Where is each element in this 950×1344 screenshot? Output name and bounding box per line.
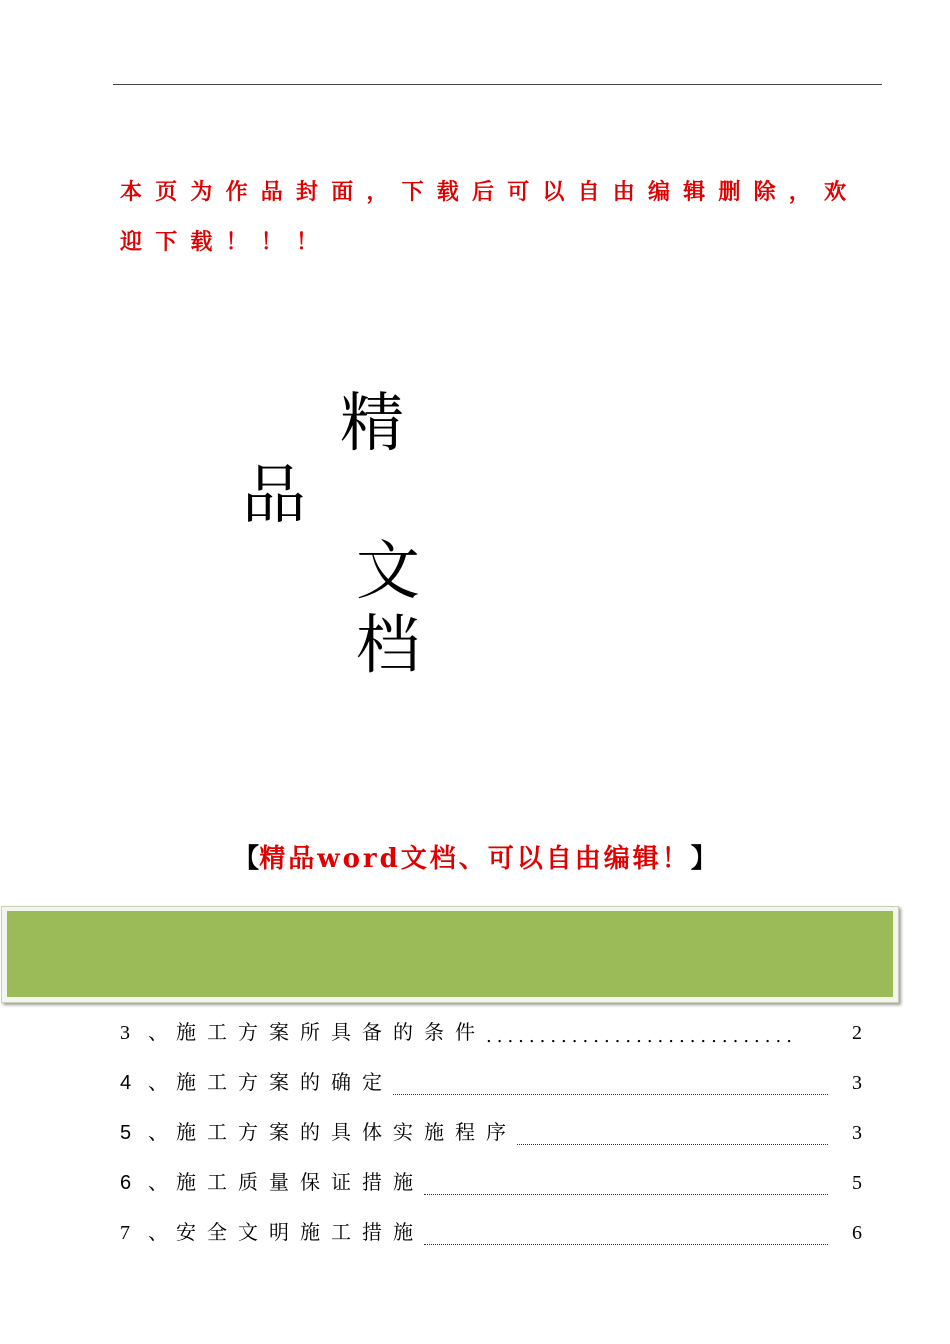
- green-banner: [1, 906, 899, 1003]
- toc-number: 4: [120, 1072, 132, 1094]
- toc-title: 施工方案的具体实施程序: [176, 1120, 517, 1144]
- toc-separator: 、: [148, 1170, 168, 1194]
- toc-separator: 、: [148, 1070, 168, 1094]
- toc-number: 7: [120, 1222, 130, 1244]
- toc-page-number: 6: [852, 1222, 862, 1244]
- toc-separator: 、: [148, 1220, 168, 1244]
- toc-leader-dots: .............................: [486, 1026, 797, 1047]
- toc-separator: 、: [148, 1020, 168, 1044]
- toc-row[interactable]: [120, 1162, 862, 1212]
- toc-page-number: 5: [852, 1172, 862, 1194]
- toc-page-number: 3: [852, 1072, 862, 1094]
- toc-row[interactable]: [120, 1012, 862, 1062]
- green-banner-fill: [7, 911, 893, 997]
- toc-title: 施工质量保证措施: [176, 1170, 424, 1194]
- subtitle-open-bracket: 【: [233, 844, 260, 874]
- toc-number: 6: [120, 1172, 132, 1194]
- toc-leader-dots: [393, 1076, 828, 1095]
- header-rule: [113, 84, 882, 85]
- toc-leader-dots: [424, 1176, 828, 1195]
- toc-separator: 、: [148, 1120, 168, 1144]
- toc-leader-dots: [517, 1126, 828, 1145]
- toc-row[interactable]: [120, 1062, 862, 1112]
- cover-title-char-1: 精: [340, 387, 404, 461]
- toc-row[interactable]: [120, 1212, 862, 1262]
- toc-number: 5: [120, 1122, 132, 1144]
- toc-number: 3: [120, 1022, 130, 1044]
- subtitle-text: 精品word文档、可以自由编辑！: [259, 844, 691, 874]
- toc-title: 施工方案的确定: [176, 1070, 393, 1094]
- subtitle: [0, 838, 950, 875]
- toc-row[interactable]: [120, 1112, 862, 1162]
- cover-title-char-2: 品: [242, 459, 306, 533]
- toc-leader-dots: [424, 1226, 828, 1245]
- toc-title: 安全文明施工措施: [176, 1220, 424, 1244]
- toc-title: 施工方案所具备的条件: [176, 1020, 486, 1044]
- cover-notice: 本页为作品封面，下载后可以自由编辑删除，欢迎下载！！！: [120, 180, 860, 255]
- cover-title-char-3: 文: [356, 535, 420, 609]
- toc-page-number: 3: [852, 1122, 862, 1144]
- table-of-contents: [120, 1012, 862, 1262]
- toc-page-number: 2: [852, 1022, 862, 1044]
- subtitle-close-bracket: 】: [690, 844, 717, 874]
- cover-title-char-4: 档: [356, 609, 420, 683]
